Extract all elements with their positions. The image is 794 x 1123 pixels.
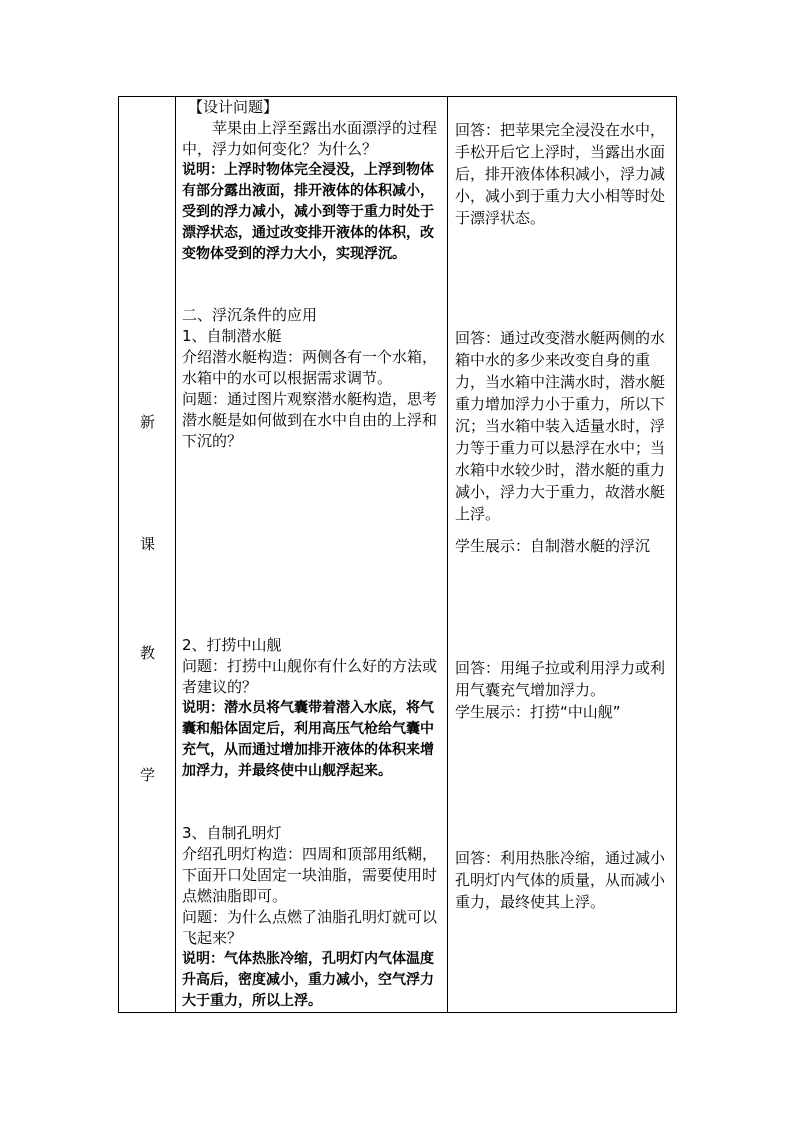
answer-submarine: 回答：通过改变潜水艇两侧的水箱中水的多少来改变自身的重力，当水箱中注满水时，潜水艇重力增加浮力小于重力，所以下沉；当水箱中装入适量水时，浮力等于重力可以悬浮在水中；当水箱中水较少时，潜水艇的重力减小，浮力大于重力，故潜水艇上浮。 — [455, 329, 666, 523]
show-submarine: 学生展示：自制潜水艇的浮沉 — [455, 537, 651, 555]
design-heading: 【设计问题】 — [188, 98, 279, 116]
answer-salvage: 回答：用绳子拉或利用浮力或利用气囊充气增加浮力。 — [455, 659, 666, 699]
item3-title: 3、自制孔明灯 — [182, 824, 282, 842]
student-activity-cell — [448, 97, 677, 1013]
design-note: 说明：上浮时物体完全浸没，上浮到物体有部分露出液面，排开液体的体积减小，受到的浮力减小，减小到等于重力时处于漂浮状态，通过改变排开液体的体积，改变物体受到的浮力大小，实现浮沉。 — [182, 162, 434, 262]
show-salvage: 学生展示：打捞“中山舰” — [455, 703, 621, 721]
item2-note: 说明：潜水员将气囊带着潜入水底，将气囊和船体固定后，利用高压气枪给气囊中充气，从而通过增加排开液体的体积来增加浮力，并最终使中山舰浮起来。 — [182, 700, 434, 779]
answer-lantern: 回答：利用热胀冷缩，通过减小孔明灯内气体的质量，从而减小重力，最终使其上浮。 — [455, 849, 666, 911]
side-label-cell — [119, 97, 176, 1013]
table-row — [119, 97, 677, 1013]
item3-intro: 介绍孔明灯构造：四周和顶部用纸糊，下面开口处固定一块油脂，需要使用时点燃油脂即可。 — [182, 845, 438, 905]
side-char-3: 教 — [139, 644, 155, 662]
item1-question: 问题：通过图片观察潜水艇构造，思考潜水艇是如何做到在水中自由的上浮和下沉的？ — [182, 390, 438, 450]
item3-question: 问题：为什么点燃了油脂孔明灯就可以飞起来？ — [182, 908, 438, 947]
item3-note: 说明：气体热胀冷缩，孔明灯内气体温度升高后，密度减小，重力减小，空气浮力大于重力，所以上浮。 — [182, 951, 434, 1009]
side-char-4: 学 — [139, 766, 155, 784]
item1-intro: 介绍潜水艇构造：两侧各有一个水箱，水箱中的水可以根据需求调节。 — [182, 348, 438, 387]
design-question: 苹果由上浮至露出水面漂浮的过程中，浮力如何变化？为什么？ — [182, 119, 438, 158]
side-char-1: 新 — [139, 413, 155, 431]
teacher-activity-cell — [176, 97, 448, 1013]
side-char-2: 课 — [139, 535, 155, 553]
section2-title: 二、浮沉条件的应用 — [182, 306, 318, 324]
answer-apple: 回答：把苹果完全浸没在水中，手松开后它上浮时，当露出水面后，排开液体体积减小，浮力减小，减小到于重力大小相等时处于漂浮状态。 — [455, 121, 666, 227]
item2-title: 2、打捞中山舰 — [182, 636, 282, 654]
item2-question: 问题：打捞中山舰你有什么好的方法或者建议的？ — [182, 657, 438, 696]
lesson-table — [118, 96, 677, 1013]
item1-title: 1、自制潜水艇 — [182, 327, 282, 345]
